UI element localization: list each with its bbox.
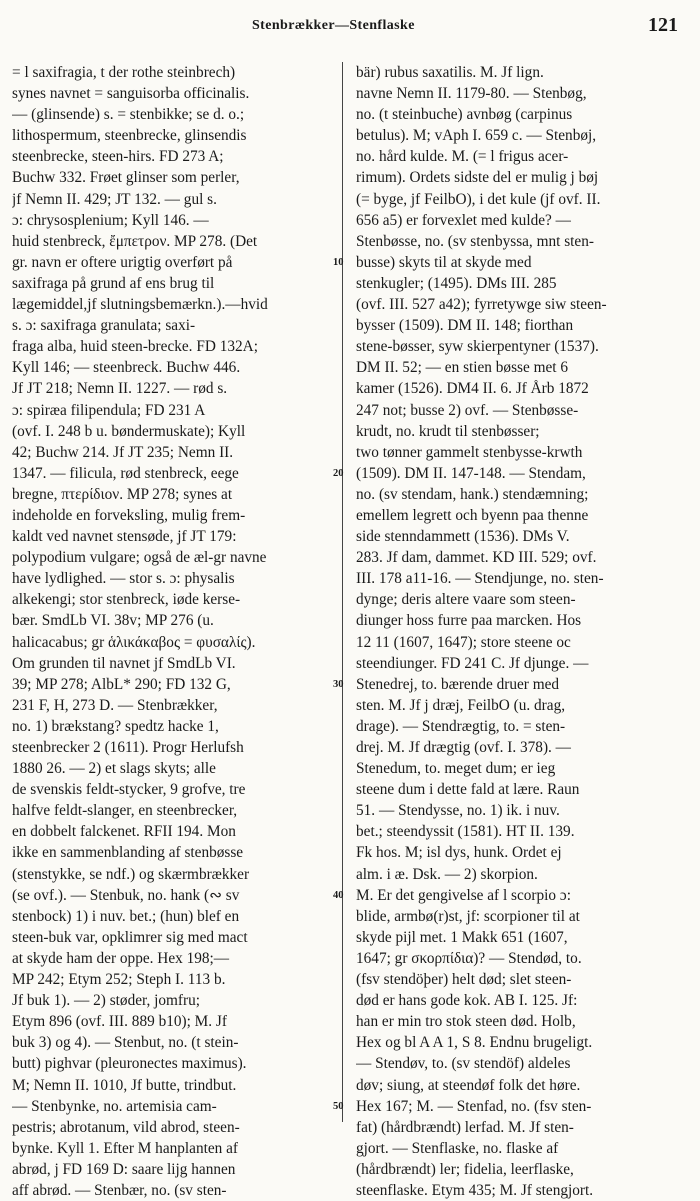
text-line: alm. i æ. Dsk. — 2) skorpion.	[356, 865, 538, 883]
text-line: fat) (hårdbrændt) lerfad. M. Jf sten-	[356, 1118, 574, 1136]
text-line: blide, armbø(r)st, jf: scorpioner til at	[356, 907, 580, 925]
column-divider	[342, 62, 343, 1122]
text-line: polypodium vulgare; også de æl-gr navne	[12, 549, 267, 567]
text-line: navne Nemn II. 1179-80. — Stenbøg,	[356, 85, 587, 103]
text-line: indeholde en forveksling, mulig frem-	[12, 506, 246, 524]
text-line: Etym 896 (ovf. III. 889 b10); M. Jf	[12, 1013, 227, 1031]
text-line: steenbrecke, steen-hirs. FD 273 A;	[12, 148, 224, 166]
text-line: M. Er det gengivelse af l scorpio ɔ:	[356, 886, 571, 904]
text-line: bet.; steendyssit (1581). HT II. 139.	[356, 823, 575, 841]
text-line: 1347. — filicula, rød stenbreck, eege	[12, 464, 239, 482]
text-line: no. (sv stendam, hank.) stendæmning;	[356, 485, 589, 503]
text-line: (hårdbrændt) ler; fidelia, leerflaske,	[356, 1160, 574, 1178]
text-line: steenflaske. Etym 435; M. Jf stengjort.	[356, 1181, 594, 1199]
text-line: bær. SmdLb VI. 38v; MP 276 (u.	[12, 612, 214, 630]
text-line: aff abrød. — Stenbær, no. (sv sten-	[12, 1181, 227, 1199]
text-line: Buchw 332. Frøet glinser som perler,	[12, 169, 240, 187]
text-line: butt) pighvar (pleuronectes maximus).	[12, 1055, 247, 1073]
text-line: have lydlighed. — stor s. ɔ: physalis	[12, 570, 235, 588]
text-line: kamer (1526). DM4 II. 6. Jf Årb 1872	[356, 380, 589, 398]
text-line: III. 178 a11-16. — Stendjunge, no. sten-	[356, 570, 604, 588]
text-line: huid stenbreck, ἔμπετρον. MP 278. (Det	[12, 232, 258, 250]
line-number: 10	[333, 256, 344, 268]
text-line: bär) rubus saxatilis. M. Jf lign.	[356, 64, 544, 81]
text-line: at skyde ham der oppe. Hex 198;—	[12, 949, 230, 967]
text-line: en dobbelt falckenet. RFII 194. Mon	[12, 823, 236, 841]
page-header	[0, 14, 700, 40]
right-column	[356, 62, 688, 1201]
text-line: jf Nemn II. 429; JT 132. — gul s.	[12, 190, 217, 208]
text-line: ɔ: spiræa filipendula; FD 231 A	[12, 401, 206, 419]
text-line: (se ovf.). — Stenbuk, no. hank (∾ sv	[12, 886, 240, 904]
text-line: no. 1) brækstang? spedtz hacke 1,	[12, 717, 219, 735]
text-line: (stenstykke, se ndf.) og skærmbrækker	[12, 865, 250, 883]
text-line: Om grunden til navnet jf SmdLb VI.	[12, 654, 236, 672]
text-line: krudt, no. krudt til stenbøsser;	[356, 422, 540, 440]
line-number: 50	[333, 1100, 344, 1112]
text-line: 12 11 (1607, 1647); store steene oc	[356, 633, 571, 651]
text-line: diunger hoss furre paa marcken. Hos	[356, 612, 582, 630]
text-line: drage). — Stendrægtig, to. = sten-	[356, 717, 566, 735]
text-line: emellem legrett och byenn paa thenne	[356, 506, 589, 524]
text-line: (ovf. III. 527 a42); fyrretywge siw steen-	[356, 296, 607, 314]
text-line: 1880 26. — 2) et slags skyts; alle	[12, 760, 216, 778]
text-line: 39; MP 278; AlbL* 290; FD 132 G,	[12, 675, 231, 693]
text-line: = l saxifragia, t der rothe steinbrech)	[12, 64, 236, 81]
text-line: 247 not; busse 2) ovf. — Stenbøsse-	[356, 401, 579, 419]
text-line: drej. M. Jf drægtig (ovf. I. 378). —	[356, 739, 571, 756]
line-number: 20	[333, 467, 344, 479]
text-line: stenbock) 1) i nuv. bet.; (hun) blef en	[12, 907, 240, 925]
text-line: 42; Buchw 214. Jf JT 235; Nemn II.	[12, 443, 234, 461]
text-line: side stenndammett (1536). DMs V.	[356, 528, 570, 546]
text-line: busse) skyts til at skyde med	[356, 253, 532, 271]
text-line: ikke en sammenblanding af stenbøsse	[12, 844, 244, 862]
text-line: no. (t steinbuche) avnbøg (carpinus	[356, 106, 573, 124]
text-line: bregne, πτερίδιον. MP 278; synes at	[12, 485, 233, 503]
text-line: — Stendøv, to. (sv stendöf) aldeles	[356, 1055, 571, 1073]
text-line: sten. M. Jf j dræj, FeilbO (u. drag,	[356, 696, 566, 714]
text-line: alkekengi; stor stenbreck, iøde kerse-	[12, 591, 241, 609]
text-line: Kyll 146; — steenbreck. Buchw 446.	[12, 359, 241, 377]
text-line: (ovf. I. 248 b u. bøndermuskate); Kyll	[12, 422, 246, 440]
text-line: halicacabus; gr ἁλικάκαβος = φυσαλίς).	[12, 633, 256, 651]
text-line: buk 3) og 4). — Stenbut, no. (t stein-	[12, 1034, 239, 1052]
text-line: — (glinsende) s. = stenbikke; se d. o.;	[12, 106, 245, 124]
text-line: lithospermum, steenbrecke, glinsendis	[12, 127, 247, 145]
text-line: Hex 167; M. — Stenfad, no. (fsv sten-	[356, 1097, 592, 1115]
text-line: synes navnet = sanguisorba officinalis.	[12, 85, 250, 103]
line-number: 30	[333, 678, 344, 690]
page-number: 121	[648, 14, 678, 36]
text-line: DM II. 52; — en stien bøsse met 6	[356, 359, 569, 377]
text-line: døv; siung, at steendøf folk det høre.	[356, 1076, 581, 1094]
text-line: rimum). Ordets sidste del er mulig j bøj	[356, 169, 599, 187]
text-line: 1647; gr σκορπίδια)? — Stendød, to.	[356, 949, 582, 967]
text-line: pestris; abrotanum, vild abrod, steen-	[12, 1118, 240, 1136]
text-line: Jf buk 1). — 2) støder, jomfru;	[12, 992, 201, 1010]
text-line: steen-buk var, opklimrer sig med mact	[12, 928, 248, 946]
text-line: s. ɔ: saxifraga granulata; saxi-	[12, 317, 196, 335]
left-column	[12, 62, 334, 1201]
text-line: abrød, j FD 169 D: saare lijg hannen	[12, 1160, 236, 1178]
text-line: stenkugler; (1495). DMs III. 285	[356, 274, 557, 292]
text-line: — Stenbynke, no. artemisia cam-	[12, 1097, 217, 1115]
text-line: (fsv stendöþer) helt død; slet steen-	[356, 971, 572, 989]
text-line: han er min tro stok steen død. Holb,	[356, 1013, 576, 1031]
text-line: Stenedrej, to. bærende druer med	[356, 675, 560, 693]
text-line: M; Nemn II. 1010, Jf butte, trindbut.	[12, 1076, 237, 1094]
text-line: bynke. Kyll 1. Efter M hanplanten af	[12, 1139, 238, 1157]
text-line: betulus). M; vAph I. 659 c. — Stenbøj,	[356, 127, 597, 145]
text-line: bysser (1509). DM II. 148; fiorthan	[356, 317, 574, 335]
text-line: Jf JT 218; Nemn II. 1227. — rød s.	[12, 380, 228, 398]
text-line: 51. — Stendysse, no. 1) ik. i nuv.	[356, 802, 560, 820]
text-line: dynge; deris altere vaare som steen-	[356, 591, 576, 609]
text-line: (= byge, jf FeilbO), i det kule (jf ovf. II.	[356, 190, 601, 208]
text-line: Stenbøsse, no. (sv stenbyssa, mnt sten-	[356, 232, 594, 250]
text-line: kaldt ved navnet stensøde, jf JT 179:	[12, 528, 237, 546]
text-line: 283. Jf dam, dammet. KD III. 529; ovf.	[356, 549, 597, 567]
text-line: no. hård kulde. M. (= l frigus acer-	[356, 148, 569, 166]
text-line: saxifraga på grund af ens brug til	[12, 274, 215, 292]
text-line: 231 F, H, 273 D. — Stenbrækker,	[12, 696, 218, 714]
text-line: de svenskis feldt-stycker, 9 grofve, tre	[12, 781, 246, 799]
text-line: fraga alba, huid steen-brecke. FD 132A;	[12, 338, 258, 356]
text-line: lægemiddel,jf slutningsbemærkn.).—hvid	[12, 296, 268, 314]
text-line: (1509). DM II. 147-148. — Stendam,	[356, 464, 586, 482]
text-line: gr. navn er oftere urigtig overført på	[12, 253, 233, 271]
text-line: ɔ: chrysosplenium; Kyll 146. —	[12, 211, 209, 229]
text-line: stene-bøsser, syw skierpentyner (1537).	[356, 338, 599, 356]
text-line: steenbrecker 2 (1611). Progr Herlufsh	[12, 739, 244, 756]
text-line: gjort. — Stenflaske, no. flaske af	[356, 1139, 559, 1157]
text-line: steendiunger. FD 241 C. Jf djunge. —	[356, 654, 589, 672]
text-line: død er hans gode kok. AB I. 125. Jf:	[356, 992, 578, 1010]
line-number: 40	[333, 889, 344, 901]
text-line: two tønner gammelt stenbysse-krwth	[356, 443, 583, 461]
text-line: steene dum i dette fald at lære. Raun	[356, 781, 580, 799]
text-line: MP 242; Etym 252; Steph I. 113 b.	[12, 971, 226, 989]
text-line: Stenedum, to. meget dum; er ieg	[356, 760, 556, 778]
text-line: Hex og bl A A 1, S 8. Endnu brugeligt.	[356, 1034, 593, 1052]
text-line: Fk hos. M; isl dys, hunk. Ordet ej	[356, 844, 562, 862]
running-head: Stenbrækker—Stenflaske	[252, 18, 415, 33]
text-line: skyde pijl met. 1 Makk 651 (1607,	[356, 928, 568, 946]
text-line: 656 a5) er forvexlet med kulde? —	[356, 211, 571, 229]
text-line: halfve feldt-slanger, en steenbrecker,	[12, 802, 238, 820]
